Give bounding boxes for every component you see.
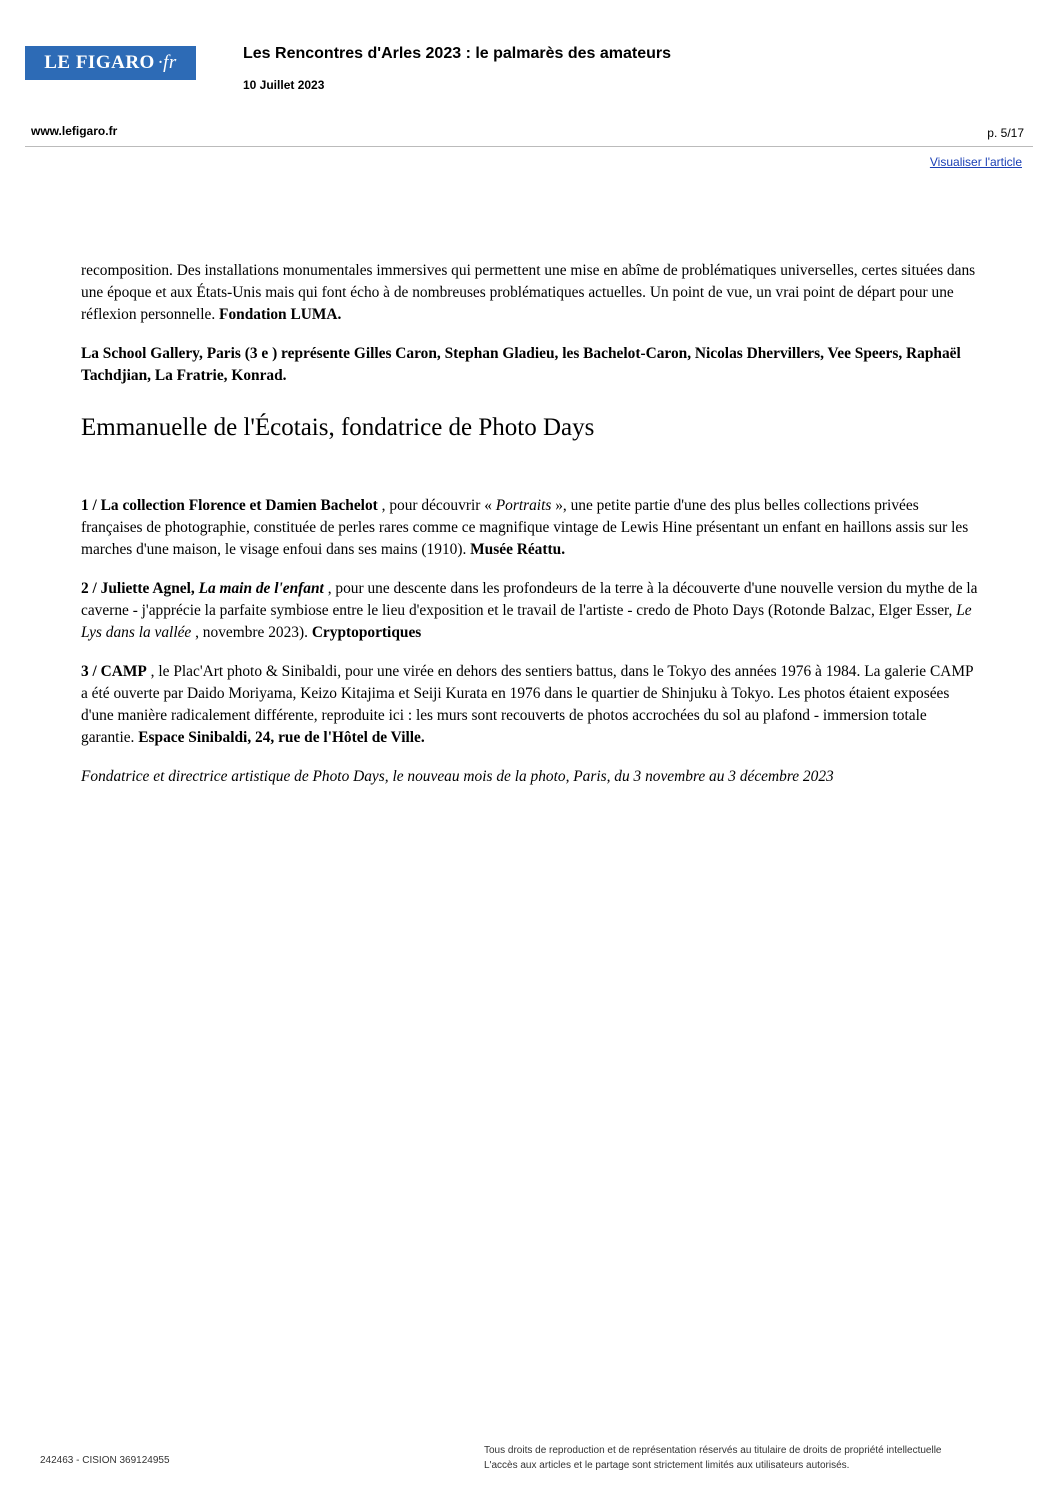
venue-luma: Fondation LUMA. <box>219 306 342 323</box>
page-number: p. 5/17 <box>987 126 1024 140</box>
footer-id: 242463 - CISION 369124955 <box>40 1455 170 1466</box>
article-title: Les Rencontres d'Arles 2023 : le palmarès des amateurs <box>243 45 672 62</box>
footer-rights: Tous droits de reproduction et de représentation réservés au titulaire de droits de propriété intellectuelle L'accès aux articles et le partage sont strictement limités aux utilisateurs autorisés. <box>484 1445 942 1471</box>
logo-suffix: ·fr <box>157 52 177 73</box>
logo-text: LE FIGARO <box>44 52 155 73</box>
venue-cryptoportiques: Cryptoportiques <box>311 624 422 641</box>
list-item-3: 3 / CAMP , le Plac'Art photo & Sinibaldi, pour une virée en dehors des sentiers battus, dans le Tokyo des années 1976 à 1984. La galerie CAMP a été ouverte par Daido Moriyama, Keizo Kitajima et Seiji Kurata en 1976 dans le quartier de Shinjuku à Tokyo. Les photos étaient exposées d'une manière radicalement différente, reproduite ici : les murs sont recouverts de photos accrochées du sol au plafond - immersion totale garantie. Espace Sinibaldi, 24, rue de l'Hôtel de Ville. <box>81 663 974 746</box>
header-divider <box>25 146 1033 147</box>
venue-sinibaldi: Espace Sinibaldi, 24, rue de l'Hôtel de Ville. <box>138 729 425 746</box>
article-date: 10 Juillet 2023 <box>243 78 325 92</box>
paragraph-school-gallery: La School Gallery, Paris (3 e ) représente Gilles Caron, Stephan Gladieu, les Bachelot-Caron, Nicolas Dhervillers, Vee Speers, Raphaël Tachdjian, La Fratrie, Konrad. <box>81 345 961 384</box>
source-site: www.lefigaro.fr <box>31 124 118 138</box>
author-note: Fondatrice et directrice artistique de Photo Days, le nouveau mois de la photo, Paris, du 3 novembre au 3 décembre 2023 <box>81 768 834 785</box>
paragraph-luma: recomposition. Des installations monumentales immersives qui permettent une mise en abîme de problématiques universelles, certes situées dans une époque et aux États-Unis mais qui font écho à de nombreuses problématiques actuelles. Un point de vue, un vrai point de départ pour une réflexion personnelle. Fondation LUMA. <box>81 262 976 323</box>
section-heading: Emmanuelle de l'Écotais, fondatrice de Photo Days <box>81 414 595 441</box>
view-article-link[interactable]: Visualiser l'article <box>929 155 1022 169</box>
le-figaro-logo <box>25 46 196 80</box>
article-body <box>81 260 981 805</box>
list-item-2: 2 / Juliette Agnel, La main de l'enfant , pour une descente dans les profondeurs de la terre à la découverte d'une nouvelle version du mythe de la caverne - j'apprécie la parfaite symbiose entre le lieu d'exposition et le travail de l'artiste - credo de Photo Days (Rotonde Balzac, Elger Esser, Le Lys dans la vallée , novembre 2023). Cryptoportiques <box>81 580 978 641</box>
venue-reattu: Musée Réattu. <box>470 541 566 558</box>
list-item-1: 1 / La collection Florence et Damien Bachelot , pour découvrir « Portraits », une petite partie d'une des plus belles collections privées françaises de photographie, constituée de perles rares comme ce magnifique vintage de Lewis Hine présentant un enfant en haillons assis sur les marches d'une maison, le visage enfoui dans ses mains (1910). Musée Réattu. <box>81 497 969 558</box>
